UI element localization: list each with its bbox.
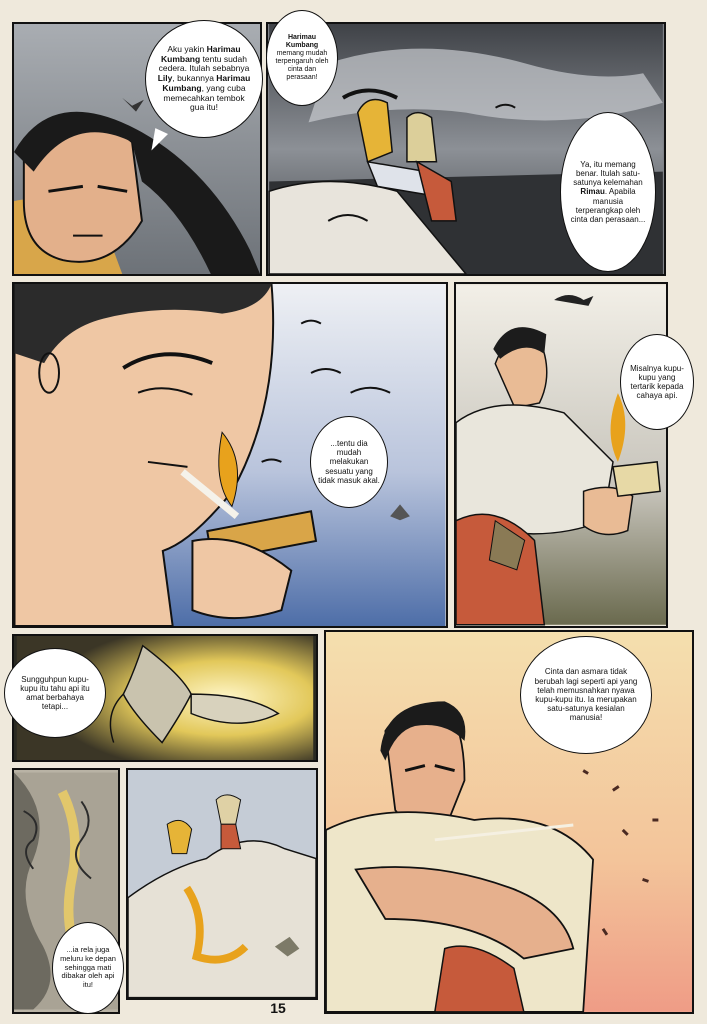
page-number: 15 (270, 1000, 286, 1016)
speech-text-p5: Sungguhpun kupu-kupu itu tahu api itu amat berbahaya tetapi... (20, 674, 90, 712)
speech-text-p7: ...ia rela juga meluru ke depan sehingga mati dibakar oleh api itu! (60, 945, 116, 989)
speech-emphasis: Harimau Kumbang (162, 73, 251, 93)
speech-emphasis: Lily (157, 73, 173, 84)
speech-fragment: , bukannya (172, 73, 217, 84)
speech-bubble-p6 (520, 636, 652, 754)
speech-bubble-p7 (52, 922, 124, 1014)
speech-bubble-p5 (4, 648, 106, 738)
speech-fragment: , yang cuba memecahkan tembok gua itu! (163, 82, 246, 113)
speech-fragment: . Apabila manusia terperangkap oleh cinta dan perasaan... (570, 187, 646, 224)
speech-text-p3: ...tentu dia mudah melakukan sesuatu yang tidak masuk akal. (318, 439, 380, 485)
speech-bubble-p1 (145, 20, 263, 138)
speech-bubble-p4 (620, 334, 694, 430)
speech-fragment: Aku yakin (167, 43, 207, 54)
speech-text-p2b (569, 160, 647, 224)
speech-fragment: memang mudah terpengaruh oleh cinta dan perasaan! (275, 49, 329, 82)
panel-8-art (128, 770, 316, 998)
speech-text-p6: Cinta dan asmara tidak berubah lagi seperti api yang telah memusnahkan nyawa kupu-kupu itu. Ia merupakan satu-satunya kesialan manusia! (534, 667, 638, 723)
speech-bubble-p2b (560, 112, 656, 272)
panel-8 (126, 768, 318, 1000)
speech-emphasis: Rimau (580, 187, 605, 197)
panel-4-art (456, 284, 666, 626)
speech-emphasis: Harimau Kumbang (285, 33, 319, 49)
panel-4 (454, 282, 668, 628)
speech-fragment: tentu sudah cedera. Itulah sebabnya (158, 53, 250, 74)
speech-fragment: Ya, itu memang benar. Itulah satu-satunya kelemahan (573, 159, 643, 188)
speech-text-p2a (273, 34, 331, 82)
speech-text-p4: Misalnya kupu-kupu yang tertarik kepada cahaya api. (630, 363, 684, 401)
speech-text-p1 (156, 45, 252, 113)
speech-bubble-p3 (310, 416, 388, 508)
speech-emphasis: Harimau Kumbang (161, 43, 241, 64)
speech-bubble-p2a (266, 10, 338, 106)
